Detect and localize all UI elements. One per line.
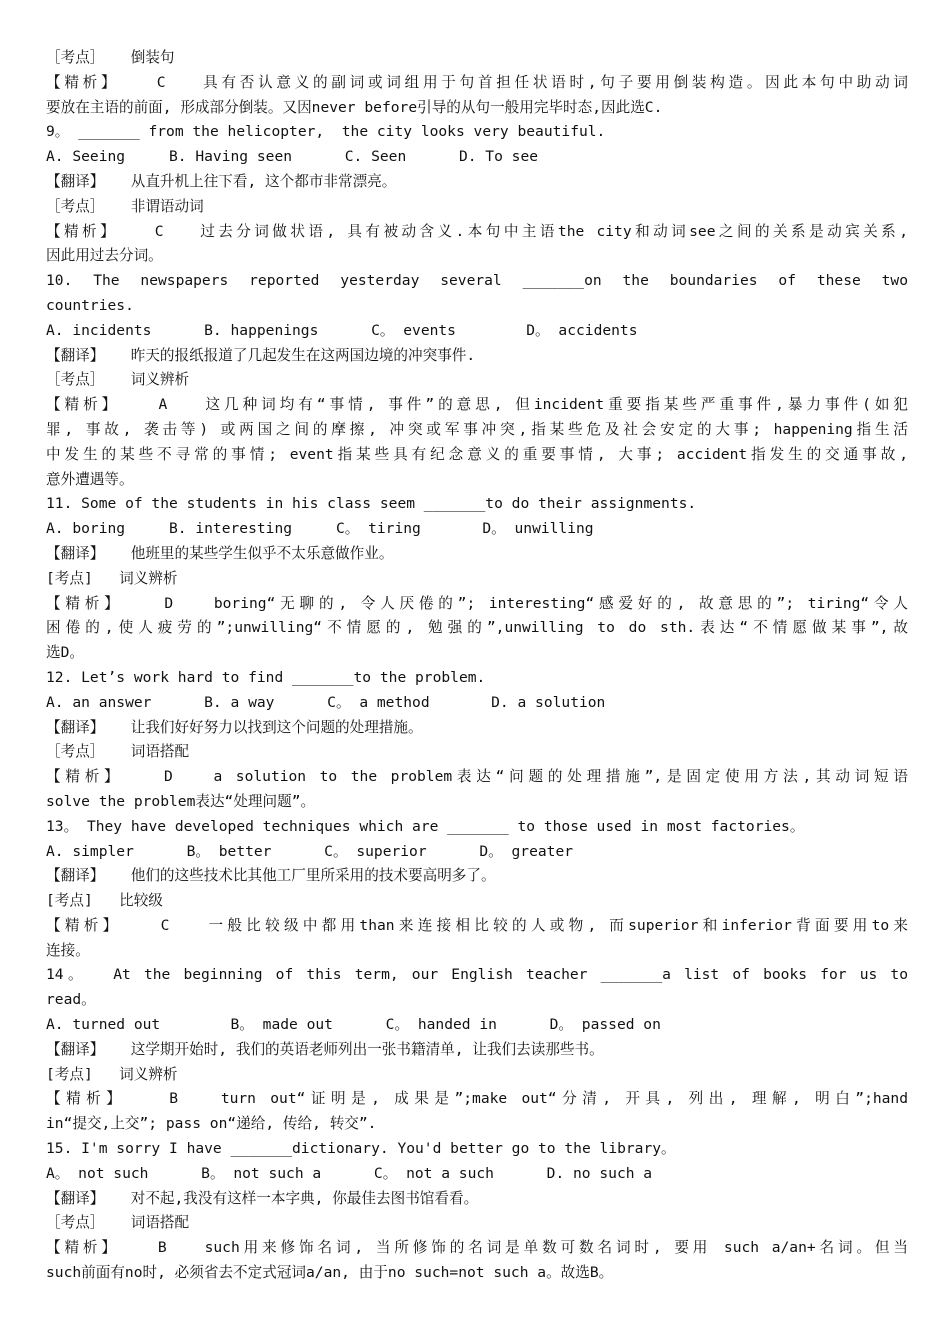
question-15: 15. I'm sorry I have _______dictionary. You'd better go to the library。 (46, 1140, 676, 1158)
text-line: 【精析】 D boring“无聊的, 令人厌倦的”; interesting“感爱好的, 故意思的”; tiring“令人 (46, 594, 908, 612)
text-line: 因此用过去分词。 (46, 247, 163, 265)
text-line: such前面有no时, 必须省去不定式冠词a/an, 由于no such=not such a。故选B。 (46, 1264, 614, 1282)
text-line: 【精析】 C 具有否认意义的副词或词组用于句首担任状语时,句子要用倒装构造。因此本句中助动词 (46, 73, 908, 91)
text-line: 【精析】 B such用来修饰名词, 当所修饰的名词是单数可数名词时, 要用 such a/an+名词。但当 (46, 1239, 908, 1257)
options-14: A. turned out B。 made out C。 handed in D。 passed on (46, 1016, 661, 1034)
text-line: 【翻译】 让我们好好努力以找到这个问题的处理措施。 (46, 718, 423, 736)
text-line: ［考点］ 词义辨析 (46, 371, 190, 389)
text-line: 【精析】 C 过去分词做状语, 具有被动含义.本句中主语the city和动词see之间的关系是动宾关系, (46, 222, 908, 240)
question-13: 13。 They have developed techniques which are _______ to those used in most factories。 (46, 817, 805, 835)
options-12: A. an answer B. a way C。 a method D. a solution (46, 693, 606, 711)
text-line: 【精析】 D a solution to the problem表达“问题的处理措施”,是固定使用方法,其动词短语 (46, 768, 908, 786)
text-line: 意外遭遇等。 (46, 470, 134, 488)
text-line: 【精析】 A 这几种词均有“事情, 事件”的意思, 但incident重要指某些严重事件,暴力事件(如犯 (46, 396, 908, 414)
text-line: 【翻译】 对不起,我没有这样一本字典, 你最佳去图书馆看看。 (46, 1189, 479, 1207)
text-line: 【精析】 B turn out“证明是, 成果是”;make out“分清, 开具, 列出, 理解, 明白”;hand (46, 1090, 908, 1108)
text-line: [考点] 词义辨析 (46, 569, 178, 587)
text-line: 【翻译】 这学期开始时, 我们的英语老师列出一张书籍清单, 让我们去读那些书。 (46, 1040, 604, 1058)
text-line: 【翻译】 他们的这些技术比其他工厂里所采用的技术要高明多了。 (46, 867, 496, 885)
text-line: read。 (46, 991, 96, 1009)
options-9: A. Seeing B. Having seen C. Seen D. To see (46, 148, 539, 166)
text-line: 要放在主语的前面, 形成部分倒装。又因never before引导的从句一般用完毕时态,因此选C. (46, 98, 663, 116)
question-11: 11. Some of the students in his class seem _______to do their assignments. (46, 495, 697, 513)
options-10: A. incidents B. happenings C。 events D。 accidents (46, 321, 638, 339)
text-line: 连接。 (46, 941, 90, 959)
text-line: 选D。 (46, 644, 84, 662)
text-line: ［考点］ 词语搭配 (46, 1214, 190, 1232)
text-line: 罪, 事故, 袭击等) 或两国之间的摩擦, 冲突或军事冲突,指某些危及社会安定的大事; happening指生活 (46, 420, 908, 438)
question-10: 10. The newspapers reported yesterday several _______on the boundaries of these two (46, 272, 908, 290)
text-line: 【翻译】 昨天的报纸报道了几起发生在这两国边境的冲突事件. (46, 346, 476, 364)
text-line: [考点] 词义辨析 (46, 1065, 178, 1083)
text-line: in“提交,上交”; pass on“递给, 传给, 转交”. (46, 1115, 377, 1133)
text-line: solve the problem表达“处理问题”。 (46, 792, 316, 810)
text-line: 【精析】 C 一般比较级中都用than来连接相比较的人或物, 而superior和inferior背面要用to来 (46, 916, 908, 934)
text-line: countries. (46, 296, 134, 314)
text-line: 中发生的某些不寻常的事情; event指某些具有纪念意义的重要事情, 大事; accident指发生的交通事故, (46, 445, 908, 463)
text-line: ［考点］ 倒装句 (46, 49, 175, 66)
text-line: 【翻译】 从直升机上往下看, 这个都市非常漂亮。 (46, 172, 397, 190)
text-line: [考点] 比较级 (46, 892, 163, 910)
text-line: 【翻译】 他班里的某些学生似乎不太乐意做作业。 (46, 544, 394, 562)
question-9: 9。 _______ from the helicopter, the city looks very beautiful. (46, 123, 606, 141)
question-14: 14。 At the beginning of this term, our English teacher _______a list of books for us to (46, 966, 908, 984)
text-line: ［考点］ 非谓语动词 (46, 197, 204, 215)
options-15: A。 not such B。 not such a C。 not a such D. no such a (46, 1164, 653, 1182)
question-12: 12. Let’s work hard to find _______to the problem. (46, 668, 486, 686)
document-page (46, 46, 908, 1286)
text-line: ［考点］ 词语搭配 (46, 743, 190, 761)
text-line: 困倦的,使人疲劳的”;unwilling“不情愿的, 勉强的”,unwilling to do sth.表达“不情愿做某事”,故 (46, 619, 908, 637)
options-11: A. boring B. interesting C。 tiring D。 unwilling (46, 520, 594, 538)
options-13: A. simpler B。 better C。 superior D。 greater (46, 842, 574, 860)
